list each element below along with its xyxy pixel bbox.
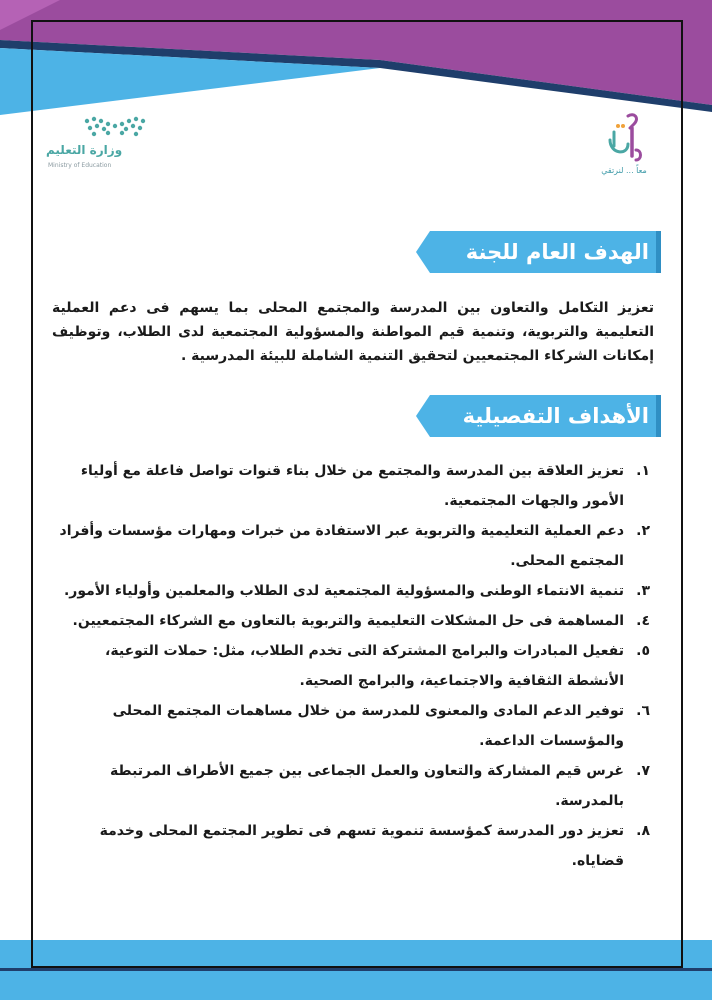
list-item: [52, 606, 650, 636]
list-item: [52, 456, 650, 516]
item-text: تعزيز العلاقة بين المدرسة والمجتمع من خلال بناء قنوات تواصل فاعلة مع أولياء الأمور والجهات المجتمعية.: [80, 463, 624, 509]
item-number: ٦.: [636, 703, 650, 719]
ministry-logo: [42, 115, 162, 175]
list-item: [52, 576, 650, 606]
irtiqa-mark-icon: [604, 110, 644, 164]
list-item: [52, 516, 650, 576]
item-number: ٧.: [636, 763, 650, 779]
item-text: المساهمة فى حل المشكلات التعليمية والتربوية بالتعاون مع الشركاء المجتمعيين.: [72, 613, 624, 629]
detailed-goals-banner: [416, 395, 661, 437]
item-text: تفعيل المبادرات والبرامج المشتركة التى تخدم الطلاب، مثل: حملات التوعية، الأنشطة الثقافية والاجتماعية، والبرامج الصحية.: [105, 643, 624, 689]
general-goal-text: تعزيز التكامل والتعاون بين المدرسة والمجتمع المحلى بما يسهم فى دعم العملية التعليمية والتربوية، وتنمية قيم المواطنة والمسؤولية المجتمعية لدى الطلاب، وتوظيف إمكانات الشركاء المجتمعيين لتحقيق التنمية الشاملة للبيئة المدرسية .: [52, 300, 654, 364]
item-text: دعم العملية التعليمية والتربوية عبر الاستفادة من خبرات ومهارات مؤسسات وأفراد المجتمع المحلى.: [59, 523, 624, 569]
item-number: ٥.: [636, 643, 650, 659]
ministry-name-english: Ministry of Education: [48, 162, 112, 169]
item-text: توفير الدعم المادى والمعنوى للمدرسة من خلال مساهمات المجتمع المحلى والمؤسسات الداعمة.: [112, 703, 624, 749]
item-text: تعزيز دور المدرسة كمؤسسة تنموية تسهم فى تطوير المجتمع المحلى وخدمة قضاياه.: [99, 823, 624, 869]
general-goal-title: الهدف العام للجنة: [465, 240, 649, 264]
item-number: ١.: [636, 463, 650, 479]
item-number: ٣.: [636, 583, 650, 599]
item-number: ٨.: [636, 823, 650, 839]
list-item: [52, 816, 650, 876]
list-item: [52, 756, 650, 816]
irtiqa-tagline: معاً ... لنرتقي: [601, 166, 647, 175]
general-goal-banner: [416, 231, 661, 273]
ministry-name-arabic: وزارة التعليم: [46, 143, 123, 157]
item-text: غرس قيم المشاركة والتعاون والعمل الجماعى بين جميع الأطراف المرتبطة بالمدرسة.: [109, 763, 624, 809]
detailed-goals-list: [52, 456, 650, 876]
list-item: [52, 696, 650, 756]
item-text: تنمية الانتماء الوطنى والمسؤولية المجتمعية لدى الطلاب والمعلمين وأولياء الأمور.: [63, 583, 624, 599]
bottom-navy-line: [0, 968, 712, 971]
ministry-dots-icon: [82, 115, 152, 137]
list-item: [52, 636, 650, 696]
item-number: ٢.: [636, 523, 650, 539]
item-number: ٤.: [636, 613, 650, 629]
detailed-goals-title: الأهداف التفصيلية: [462, 404, 649, 428]
irtiqa-logo: [598, 110, 650, 180]
